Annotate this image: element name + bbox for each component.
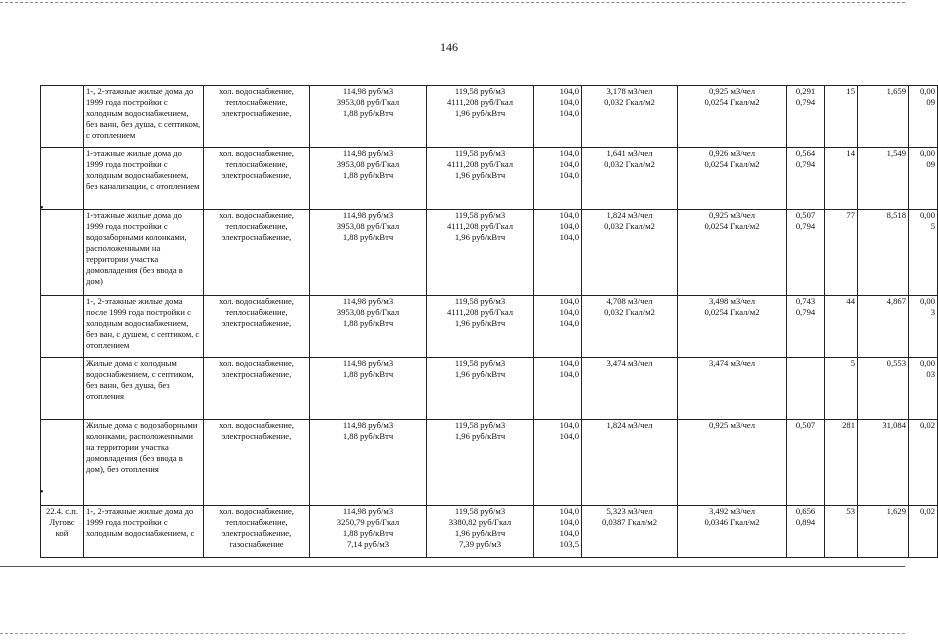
services-line: электроснабжение, [221,318,292,328]
region-cell [41,86,84,148]
services-line: теплоснабжение, [225,159,288,169]
norm-old-line: 4,708 м3/чел [606,296,653,306]
norm-old-cell [582,358,678,420]
tariff-new-cell [427,210,534,296]
norm-new-line: 0,0254 Гкал/м2 [704,159,760,169]
tariff-new-line: 1,96 руб/кВтч [454,318,506,328]
tariff-new-cell [427,148,534,210]
tariff-old-line: 114,98 руб/м3 [342,420,394,430]
footer-scan-edge [0,633,905,634]
services-line: теплоснабжение, [225,97,288,107]
tariff-new-line: 4111,208 руб/Гкал [446,221,514,231]
share-line: 5 [930,221,935,231]
share-line: 3 [930,307,935,317]
tariff-new-cell [427,506,534,558]
services-cell [204,420,310,506]
region-cell [41,296,84,358]
services-line: хол. водоснабжение, [219,86,294,96]
tariff-old-line: 3953,08 руб/Гкал [336,159,400,169]
norm-old-cell [582,86,678,148]
share-cell [909,148,938,210]
tariff-old-cell [310,210,427,296]
tariff-old-line: 7,14 руб/м3 [346,539,390,549]
index-cell [534,420,582,506]
services-line: теплоснабжение, [225,221,288,231]
tariff-old-line: 1,88 руб/кВтч [342,431,394,441]
tariff-new-cell [427,86,534,148]
norm-new-cell [678,296,787,358]
tariff-old-line: 114,98 руб/м3 [342,210,394,220]
value-cell: 4,867 [858,296,909,358]
value-cell: 31,084 [858,420,909,506]
category-cell: Жилые дома с холодным водоснабжением, с септиком, без ванн, без душа, без отопления [84,358,204,420]
index-line: 104,0 [559,358,579,368]
index-line: 104,0 [559,318,579,328]
norm-new-line: 3,498 м3/чел [708,296,756,306]
norm-old-line: 0,0387 Гкал/м2 [601,517,658,527]
count-cell: 281 [825,420,858,506]
coefficient-line: 0,291 [795,86,816,96]
tariff-old-line: 114,98 руб/м3 [342,296,394,306]
tariff-new-line: 119,58 руб/м3 [454,506,506,516]
services-cell [204,148,310,210]
count-cell: 14 [825,148,858,210]
count-cell: 44 [825,296,858,358]
category-cell: 1-, 2-этажные жилые дома до 1999 года постройки с холодным водоснабжением, с [84,506,204,558]
tariff-new-line: 1,96 руб/кВтч [454,108,506,118]
tariff-new-line: 119,58 руб/м3 [454,148,506,158]
services-line: электроснабжение, [221,232,292,242]
table-row [41,420,938,506]
index-line: 104,0 [559,431,579,441]
share-line: 0,00 [919,148,935,158]
tariff-old-line: 114,98 руб/м3 [342,148,394,158]
share-cell [909,296,938,358]
norm-old-line: 5,323 м3/чел [606,506,653,516]
tariff-old-line: 1,88 руб/кВтч [342,232,394,242]
coefficient-line: 0,507 [795,420,816,430]
index-cell [534,506,582,558]
share-cell [909,420,938,506]
norm-new-line: 0,0254 Гкал/м2 [704,97,760,107]
tariff-new-cell [427,420,534,506]
services-cell [204,296,310,358]
index-line: 104,0 [559,221,579,231]
index-line: 104,0 [559,517,579,527]
tariff-new-line: 119,58 руб/м3 [454,86,506,96]
tariff-old-line: 3953,08 руб/Гкал [336,221,400,231]
index-line: 104,0 [559,420,579,430]
services-line: газоснабжение [229,539,284,549]
coefficient-cell [787,506,825,558]
share-line: 0,02 [919,506,935,516]
share-cell [909,358,938,420]
services-line: хол. водоснабжение, [219,210,294,220]
norm-old-line: 0,032 Гкал/м2 [604,159,655,169]
tariff-old-cell [310,358,427,420]
index-line: 104,0 [559,296,579,306]
region-cell: 22.4. с.п. Луговс кой [41,506,84,558]
services-line: электроснабжение, [221,170,292,180]
services-line: хол. водоснабжение, [219,358,294,368]
share-line: 0,00 [919,296,935,306]
norm-old-line: 1,824 м3/чел [606,420,653,430]
services-line: теплоснабжение, [225,307,288,317]
count-cell: 77 [825,210,858,296]
norm-new-line: 3,474 м3/чел [708,358,756,368]
region-cell [41,210,84,296]
norm-old-line: 1,641 м3/чел [606,148,653,158]
coefficient-cell [787,210,825,296]
index-line: 104,0 [559,528,579,538]
share-line: 0,00 [919,86,935,96]
table-row [41,148,938,210]
table-row [41,358,938,420]
index-cell [534,148,582,210]
category-cell: Жилые дома с водозаборными колонками, расположенными на территории участка домовладения (без ввода в дом), без отопления [84,420,204,506]
share-cell [909,86,938,148]
tariff-new-line: 1,96 руб/кВтч [454,431,506,441]
coefficient-cell [787,420,825,506]
category-cell: 1-этажные жилые дома до 1999 года постройки с водозаборными колонками, расположенными на территории участка домовладения (без ввода в дом) [84,210,204,296]
norm-new-cell [678,420,787,506]
tariff-new-cell [427,296,534,358]
norm-new-line: 0,925 м3/чел [708,210,756,220]
tariff-old-cell [310,86,427,148]
share-line: 03 [926,369,935,379]
norm-old-line: 0,032 Гкал/м2 [604,97,655,107]
page-number: 146 [440,40,458,54]
table-row [41,86,938,148]
services-cell [204,506,310,558]
services-cell [204,210,310,296]
top-scan-edge [0,2,905,3]
index-line: 104,0 [559,159,579,169]
index-line: 104,0 [559,506,579,516]
services-line: электроснабжение, [221,528,292,538]
count-cell: 5 [825,358,858,420]
tariff-new-line: 4111,208 руб/Гкал [446,159,514,169]
norm-new-line: 0,0254 Гкал/м2 [704,221,760,231]
services-cell [204,358,310,420]
tariff-old-line: 3953,08 руб/Гкал [336,97,400,107]
tariff-old-line: 3953,08 руб/Гкал [336,307,400,317]
tariff-old-cell [310,148,427,210]
index-line: 104,0 [559,97,579,107]
index-line: 104,0 [559,232,579,242]
tariff-new-line: 1,96 руб/кВтч [454,369,506,379]
tariff-old-line: 3250,79 руб/Гкал [336,517,400,527]
norm-new-cell [678,148,787,210]
norm-new-line: 0,0346 Гкал/м2 [704,517,760,527]
norm-old-cell [582,420,678,506]
index-line: 104,0 [559,307,579,317]
tariff-new-line: 119,58 руб/м3 [454,358,506,368]
value-cell: 1,549 [858,148,909,210]
tariff-old-line: 1,88 руб/кВтч [342,108,394,118]
coefficient-line: 0,794 [795,97,816,107]
value-cell: 1,629 [858,506,909,558]
services-line: хол. водоснабжение, [219,506,294,516]
services-line: теплоснабжение, [225,517,288,527]
count-cell: 15 [825,86,858,148]
count-cell: 53 [825,506,858,558]
table-body [41,86,938,558]
share-line: 0,00 [919,210,935,220]
tariff-old-line: 114,98 руб/м3 [342,358,394,368]
norm-old-cell [582,506,678,558]
index-line: 104,0 [559,108,579,118]
index-line: 104,0 [559,369,579,379]
tariff-old-line: 1,88 руб/кВтч [342,318,394,328]
tariff-new-line: 119,58 руб/м3 [454,420,506,430]
services-line: электроснабжение, [221,431,292,441]
norm-new-cell [678,506,787,558]
category-cell: 1-, 2-этажные жилые дома после 1999 года постройки с холодным водоснабжением, без ван, с душем, с септиком, с отоплением [84,296,204,358]
index-line: 104,0 [559,86,579,96]
coefficient-cell [787,86,825,148]
tariff-table-container [40,85,938,558]
norm-new-line: 3,492 м3/чел [708,506,756,516]
tariff-new-line: 4111,208 руб/Гкал [446,307,514,317]
margin-dot: • [40,487,44,498]
margin-dot: • [40,203,44,214]
tariff-new-line: 3380,82 руб/Гкал [448,517,512,527]
norm-old-line: 0,032 Гкал/м2 [604,221,655,231]
norm-new-line: 0,925 м3/чел [708,420,756,430]
tariff-old-line: 1,88 руб/кВтч [342,528,394,538]
coefficient-line: 0,564 [795,148,816,158]
value-cell: 8,518 [858,210,909,296]
value-cell: 1,659 [858,86,909,148]
index-cell [534,296,582,358]
tariff-new-line: 1,96 руб/кВтч [454,528,506,538]
norm-new-line: 0,0254 Гкал/м2 [704,307,760,317]
coefficient-cell [787,148,825,210]
coefficient-cell [787,358,825,420]
tariff-new-line: 1,96 руб/кВтч [454,232,506,242]
norm-old-cell [582,210,678,296]
norm-old-line: 1,824 м3/чел [606,210,653,220]
norm-new-line: 0,925 м3/чел [708,86,756,96]
index-line: 104,0 [559,148,579,158]
share-line: 09 [926,97,935,107]
index-cell [534,210,582,296]
norm-old-line: 3,474 м3/чел [606,358,653,368]
share-cell [909,506,938,558]
share-cell [909,210,938,296]
index-line: 103,5 [559,539,579,549]
category-cell: 1-, 2-этажные жилые дома до 1999 года постройки с холодным водоснабжением, без ванн, без душа, с септиком, с отоплением [84,86,204,148]
services-line: электроснабжение, [221,108,292,118]
tariff-old-cell [310,506,427,558]
tariff-old-line: 114,98 руб/м3 [342,506,394,516]
share-line: 0,02 [919,420,935,430]
index-line: 104,0 [559,210,579,220]
tariff-new-line: 1,96 руб/кВтч [454,170,506,180]
norm-old-cell [582,296,678,358]
bottom-scan-edge [0,566,905,567]
coefficient-line: 0,794 [795,307,816,317]
services-line: хол. водоснабжение, [219,148,294,158]
table-row [41,210,938,296]
tariff-new-cell [427,358,534,420]
index-cell [534,358,582,420]
tariff-table [40,85,938,558]
coefficient-line: 0,743 [795,296,816,306]
share-line: 0,00 [919,358,935,368]
norm-new-cell [678,210,787,296]
share-line: 09 [926,159,935,169]
coefficient-line: 0,894 [795,517,816,527]
norm-old-line: 3,178 м3/чел [606,86,653,96]
tariff-new-line: 119,58 руб/м3 [454,210,506,220]
services-line: электроснабжение, [221,369,292,379]
table-row [41,506,938,558]
region-cell [41,420,84,506]
tariff-old-cell [310,296,427,358]
norm-new-cell [678,86,787,148]
category-cell: 1-этажные жилые дома до 1999 года постройки с холодным водоснабжением, без канализации, с отоплением [84,148,204,210]
region-cell [41,358,84,420]
tariff-old-line: 1,88 руб/кВтч [342,369,394,379]
coefficient-line: 0,507 [795,210,816,220]
coefficient-line: 0,794 [795,159,816,169]
services-line: хол. водоснабжение, [219,420,294,430]
norm-old-line: 0,032 Гкал/м2 [604,307,655,317]
services-line: хол. водоснабжение, [219,296,294,306]
tariff-old-line: 114,98 руб/м3 [342,86,394,96]
table-row [41,296,938,358]
coefficient-line: 0,656 [795,506,816,516]
tariff-new-line: 7,39 руб/м3 [458,539,502,549]
value-cell: 0,553 [858,358,909,420]
coefficient-cell [787,296,825,358]
tariff-old-cell [310,420,427,506]
services-cell [204,86,310,148]
norm-new-cell [678,358,787,420]
norm-new-line: 0,926 м3/чел [708,148,756,158]
tariff-new-line: 4111,208 руб/Гкал [446,97,514,107]
region-cell [41,148,84,210]
coefficient-line: 0,794 [795,221,816,231]
index-cell [534,86,582,148]
index-line: 104,0 [559,170,579,180]
tariff-new-line: 119,58 руб/м3 [454,296,506,306]
norm-old-cell [582,148,678,210]
tariff-old-line: 1,88 руб/кВтч [342,170,394,180]
